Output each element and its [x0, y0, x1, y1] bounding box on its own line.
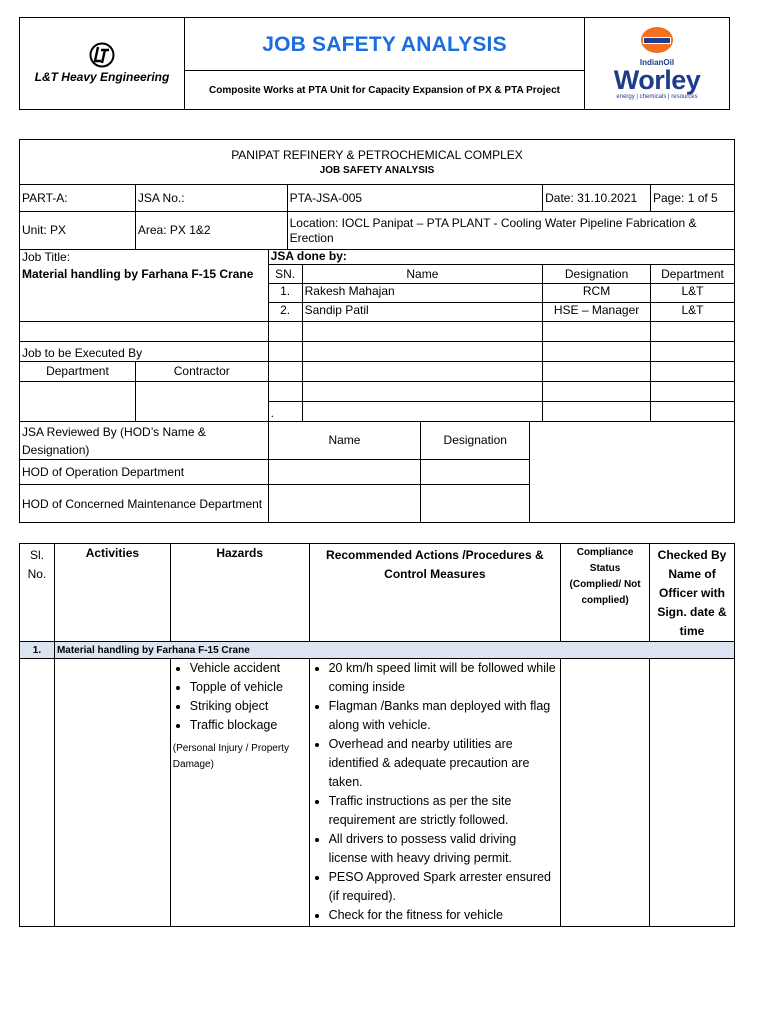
team-sn: 1. [268, 284, 302, 303]
section-title: Material handling by Farhana F-15 Crane [54, 642, 734, 659]
blank-cell [268, 322, 302, 342]
team-name: Rakesh Mahajan [302, 284, 543, 303]
blank-cell [302, 382, 543, 402]
review-designation-header: Designation [421, 422, 530, 460]
hazard-item: • Striking object [190, 697, 307, 716]
blank-cell [302, 322, 543, 342]
blank-cell [268, 382, 302, 402]
job-title-label: Job Title: [22, 250, 71, 264]
hazard-item: • Topple of vehicle [190, 678, 307, 697]
worley-logo: Worley [613, 65, 701, 95]
blank-cell [543, 362, 651, 382]
blank-cell [20, 382, 136, 422]
unit-value: Unit: PX [20, 212, 136, 250]
action-item: • Overhead and nearby utilities are identified & adequate precaution are taken. [329, 735, 559, 792]
indianoil-logo-icon [640, 26, 674, 54]
blank-cell [268, 342, 302, 362]
dot-cell [268, 402, 302, 422]
header-sl-no: Sl. No. [20, 544, 55, 642]
department-label: Department [20, 362, 136, 382]
lt-logo-text: L&T Heavy Engineering [34, 70, 170, 84]
hazard-note: (Personal Injury / Property Damage) [172, 743, 289, 770]
jsa-heading: JOB SAFETY ANALYSIS [319, 165, 435, 176]
action-item: • Flagman /Banks man deployed with flag along with vehicle. [329, 697, 559, 735]
org-name: PANIPAT REFINERY & PETROCHEMICAL COMPLEX [231, 148, 523, 162]
blank-cell [135, 382, 268, 422]
hazards-cell [170, 659, 309, 927]
executed-by-label: Job to be Executed By [20, 342, 269, 362]
area-value: Area: PX 1&2 [135, 212, 287, 250]
hazard-item: • Traffic blockage [190, 716, 307, 735]
page-title-cell [185, 18, 585, 71]
team-header-sn: SN. [268, 265, 302, 284]
blank-cell [651, 342, 735, 362]
team-header-designation: Designation [543, 265, 651, 284]
actions-list [312, 659, 559, 925]
blank-cell [651, 382, 735, 402]
actions-cell [309, 659, 561, 927]
jsa-done-by-label: JSA done by: [268, 250, 734, 265]
dot-mark: . [270, 406, 274, 420]
lt-logo-cell [20, 18, 185, 110]
header-activities: Activities [54, 544, 170, 642]
blank-cell [268, 460, 421, 485]
team-name: Sandip Patil [302, 303, 543, 322]
jsa-no-value: PTA-JSA-005 [287, 185, 543, 212]
review-name-header: Name [268, 422, 421, 460]
page-title: JOB SAFETY ANALYSIS [262, 32, 507, 56]
project-subtitle-cell [185, 71, 585, 110]
action-item: • 20 km/h speed limit will be followed while coming inside [329, 659, 559, 697]
page-number: Page: 1 of 5 [651, 185, 735, 212]
action-item: • PESO Approved Spark arrester ensured (if required). [329, 868, 559, 906]
worley-tagline: energy | chemicals | resources [616, 94, 698, 100]
team-header-name: Name [302, 265, 543, 284]
lt-logo-icon [89, 42, 115, 68]
header-checked-by: Checked By Name of Officer with Sign. date & time [650, 544, 735, 642]
blank-cell [543, 322, 651, 342]
blank-cell [650, 659, 735, 927]
header-hazards: Hazards [170, 544, 309, 642]
part-a-table [19, 139, 735, 523]
action-item: • Traffic instructions as per the site requirement are strictly followed. [329, 792, 559, 830]
team-designation: HSE – Manager [543, 303, 651, 322]
blank-cell [651, 402, 735, 422]
section-number: 1. [20, 642, 55, 659]
hod-maintenance-label: HOD of Concerned Maintenance Department [20, 485, 269, 523]
team-department: L&T [651, 284, 735, 303]
blank-cell [268, 362, 302, 382]
contractor-label: Contractor [135, 362, 268, 382]
blank-cell [421, 485, 530, 523]
team-sn: 2. [268, 303, 302, 322]
blank-cell [421, 460, 530, 485]
blank-cell [54, 659, 170, 927]
project-subtitle: Composite Works at PTA Unit for Capacity Expansion of PX & PTA Project [209, 84, 560, 96]
blank-cell [543, 382, 651, 402]
blank-cell [20, 322, 269, 342]
header-actions: Recommended Actions /Procedures & Control Measures [309, 544, 561, 642]
header-table [19, 17, 730, 110]
blank-cell [543, 342, 651, 362]
jsa-no-label: JSA No.: [135, 185, 287, 212]
header-compliance: Compliance Status (Complied/ Not complied) [561, 544, 650, 642]
activities-table [19, 543, 735, 927]
blank-cell [561, 659, 650, 927]
blank-cell [651, 362, 735, 382]
org-header-cell [20, 140, 735, 185]
blank-cell [302, 402, 543, 422]
hazards-list [173, 659, 307, 735]
location-value: Location: IOCL Panipat – PTA PLANT - Cooling Water Pipeline Fabrication & Erection [287, 212, 734, 250]
team-designation: RCM [543, 284, 651, 303]
job-title-value: Material handling by Farhana F-15 Crane [22, 267, 254, 281]
blank-cell [543, 402, 651, 422]
date-value: Date: 31.10.2021 [543, 185, 651, 212]
part-label: PART-A: [20, 185, 136, 212]
action-item: • All drivers to possess valid driving license with heavy driving permit. [329, 830, 559, 868]
team-header-department: Department [651, 265, 735, 284]
team-department: L&T [651, 303, 735, 322]
indianoil-logo-text: IndianOil [639, 58, 675, 67]
blank-cell [268, 485, 421, 523]
client-logos-cell [585, 18, 730, 110]
action-item: • Check for the fitness for vehicle [329, 906, 559, 925]
indianoil-logo [587, 26, 727, 67]
hod-operation-label: HOD of Operation Department [20, 460, 269, 485]
reviewed-by-label: JSA Reviewed By (HOD’s Name & Designation) [20, 422, 269, 460]
blank-cell [302, 362, 543, 382]
job-title-cell [20, 250, 269, 322]
blank-cell [20, 659, 55, 927]
blank-cell [302, 342, 543, 362]
blank-cell [651, 322, 735, 342]
blank-cell [530, 422, 735, 523]
hazard-item: • Vehicle accident [190, 659, 307, 678]
